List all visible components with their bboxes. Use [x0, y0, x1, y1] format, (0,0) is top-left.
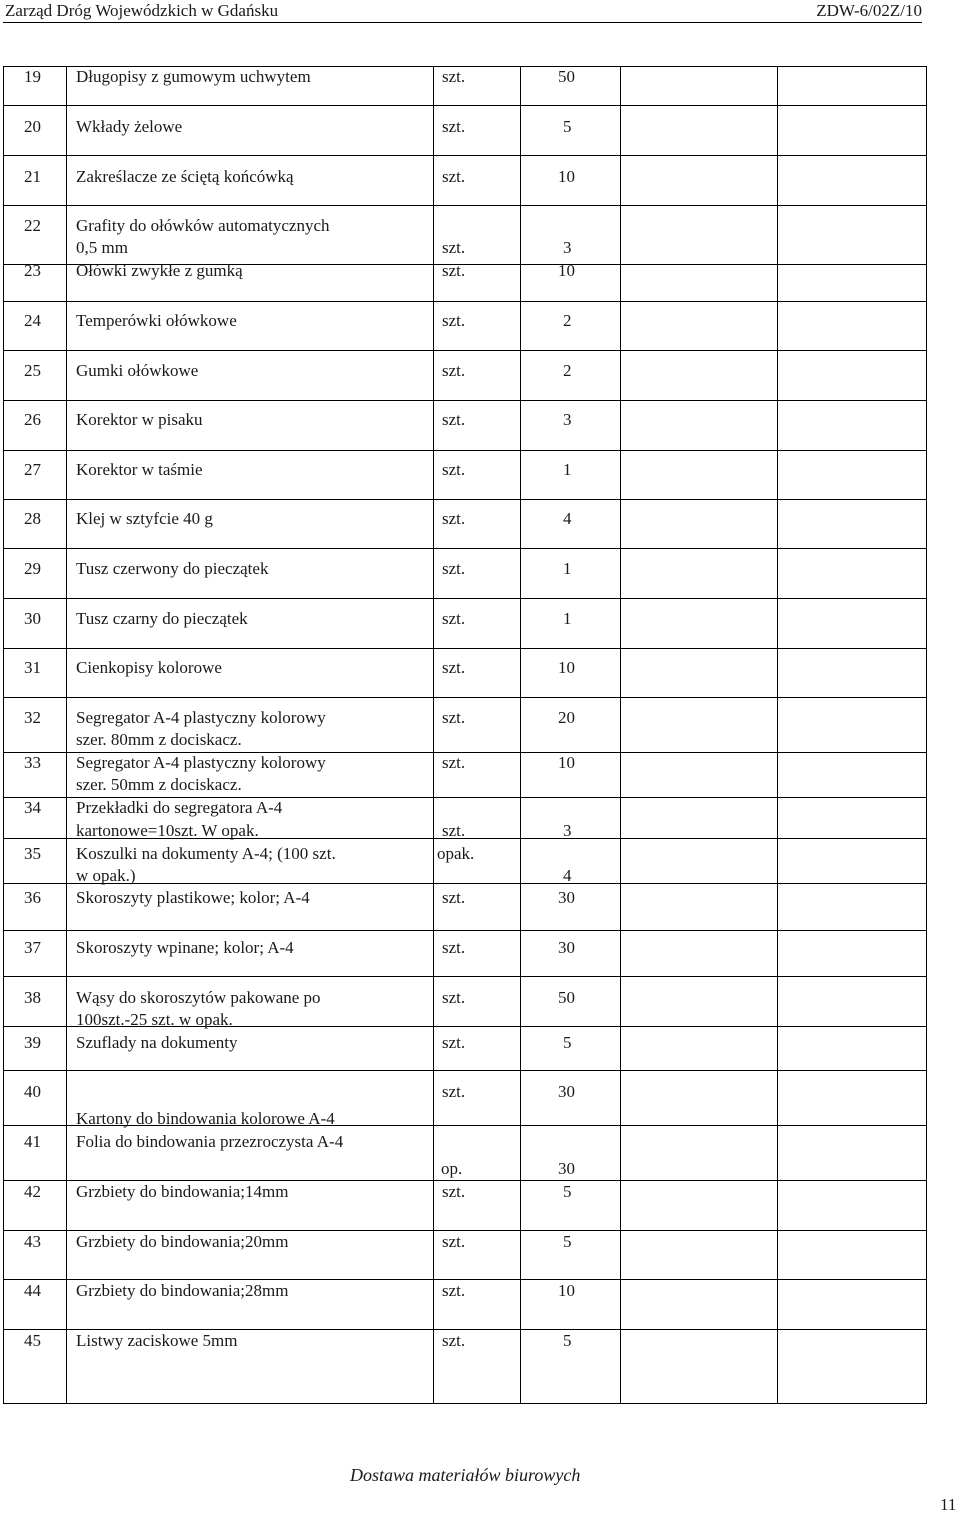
row-number: 33	[24, 753, 41, 772]
item-quantity: 3	[563, 410, 572, 429]
row-number: 45	[24, 1331, 41, 1350]
item-name: Segregator A-4 plastyczny kolorowy	[76, 708, 326, 727]
row-number: 29	[24, 559, 41, 578]
item-unit: szt.	[442, 361, 466, 380]
table-column-rule	[926, 66, 927, 1404]
item-name: Kartony do bindowania kolorowe A-4	[76, 1109, 335, 1128]
item-unit: szt.	[442, 410, 466, 429]
item-quantity: 4	[563, 866, 572, 885]
row-number: 41	[24, 1132, 41, 1151]
item-unit: szt.	[442, 1033, 466, 1052]
item-quantity: 50	[558, 67, 575, 86]
item-name: Grzbiety do bindowania;20mm	[76, 1232, 289, 1251]
item-unit: szt.	[442, 888, 466, 907]
item-name-continued: kartonowe=10szt. W opak.	[76, 821, 259, 840]
row-number: 26	[24, 410, 41, 429]
item-unit: szt.	[442, 460, 466, 479]
table-column-rule	[433, 66, 434, 1404]
item-unit: szt.	[442, 938, 466, 957]
row-number: 21	[24, 167, 41, 186]
row-number: 32	[24, 708, 41, 727]
item-unit: szt.	[442, 609, 466, 628]
table-rule	[3, 883, 927, 884]
table-rule	[3, 930, 927, 931]
item-name-continued: 0,5 mm	[76, 238, 128, 257]
item-name: Tusz czerwony do pieczątek	[76, 559, 269, 578]
item-name-continued: w opak.)	[76, 866, 136, 885]
row-number: 31	[24, 658, 41, 677]
table-column-rule	[520, 66, 521, 1404]
item-unit: szt.	[442, 821, 466, 840]
item-quantity: 4	[563, 509, 572, 528]
table-rule	[3, 697, 927, 698]
item-name: Grzbiety do bindowania;14mm	[76, 1182, 289, 1201]
item-name: Segregator A-4 plastyczny kolorowy	[76, 753, 326, 772]
table-rule	[3, 105, 927, 106]
table-rule	[3, 350, 927, 351]
item-quantity: 30	[558, 938, 575, 957]
item-unit: op.	[441, 1159, 463, 1178]
item-quantity: 20	[558, 708, 575, 727]
item-quantity: 1	[563, 559, 572, 578]
table-column-rule	[66, 66, 67, 1404]
item-quantity: 5	[563, 117, 572, 136]
item-quantity: 3	[563, 821, 572, 840]
table-rule	[3, 1403, 927, 1404]
item-quantity: 10	[558, 167, 575, 186]
item-quantity: 1	[563, 460, 572, 479]
item-unit: szt.	[442, 261, 466, 280]
table-rule	[3, 1070, 927, 1071]
item-quantity: 50	[558, 988, 575, 1007]
row-number: 25	[24, 361, 41, 380]
item-quantity: 2	[563, 311, 572, 330]
item-name: Grafity do ołówków automatycznych	[76, 216, 330, 235]
item-name: Korektor w pisaku	[76, 410, 203, 429]
item-quantity: 5	[563, 1232, 572, 1251]
item-quantity: 2	[563, 361, 572, 380]
item-unit: szt.	[442, 509, 466, 528]
item-unit: szt.	[442, 1082, 466, 1101]
footer-title: Dostawa materiałów biurowych	[350, 1465, 581, 1485]
item-unit: szt.	[442, 67, 466, 86]
item-quantity: 30	[558, 1159, 575, 1178]
item-unit: szt.	[442, 1232, 466, 1251]
item-unit: szt.	[442, 988, 466, 1007]
table-rule	[3, 499, 927, 500]
table-rule	[3, 301, 927, 302]
item-unit: szt.	[442, 1182, 466, 1201]
page-number: 11	[940, 1495, 957, 1514]
row-number: 28	[24, 509, 41, 528]
item-unit: szt.	[442, 658, 466, 677]
item-unit: szt.	[442, 1331, 466, 1350]
item-name: Temperówki ołówkowe	[76, 311, 237, 330]
item-quantity: 3	[563, 238, 572, 257]
table-column-rule	[620, 66, 621, 1404]
row-number: 34	[24, 798, 41, 817]
item-unit: szt.	[442, 117, 466, 136]
row-number: 44	[24, 1281, 41, 1300]
item-name: Długopisy z gumowym uchwytem	[76, 67, 311, 86]
table-rule	[3, 205, 927, 206]
item-quantity: 10	[558, 753, 575, 772]
row-number: 30	[24, 609, 41, 628]
table-rule	[3, 450, 927, 451]
item-quantity: 5	[563, 1331, 572, 1350]
table-column-rule	[777, 66, 778, 1404]
row-number: 37	[24, 938, 41, 957]
item-quantity: 10	[558, 1281, 575, 1300]
item-quantity: 5	[563, 1033, 572, 1052]
item-name: Korektor w taśmie	[76, 460, 203, 479]
item-quantity: 10	[558, 261, 575, 280]
item-unit: szt.	[442, 708, 466, 727]
item-name: Wąsy do skoroszytów pakowane po	[76, 988, 321, 1007]
item-name: Gumki ołówkowe	[76, 361, 199, 380]
item-name: Folia do bindowania przezroczysta A-4	[76, 1132, 344, 1151]
row-number: 36	[24, 888, 41, 907]
row-number: 40	[24, 1082, 41, 1101]
item-name: Szuflady na dokumenty	[76, 1033, 238, 1052]
item-quantity: 1	[563, 609, 572, 628]
item-name: Zakreślacze ze ściętą końcówką	[76, 167, 294, 186]
header-organization: Zarząd Dróg Wojewódzkich w Gdańsku	[5, 1, 279, 20]
item-name: Koszulki na dokumenty A-4; (100 szt.	[76, 844, 336, 863]
item-quantity: 10	[558, 658, 575, 677]
header-document-number: ZDW-6/02Z/10	[816, 1, 922, 20]
item-name: Skoroszyty wpinane; kolor; A-4	[76, 938, 294, 957]
item-name-continued: 100szt.-25 szt. w opak.	[76, 1010, 233, 1029]
item-unit: szt.	[442, 753, 466, 772]
row-number: 42	[24, 1182, 41, 1201]
table-rule	[3, 548, 927, 549]
item-quantity: 30	[558, 888, 575, 907]
item-unit: opak.	[437, 844, 475, 863]
row-number: 43	[24, 1232, 41, 1251]
item-name-continued: szer. 80mm z dociskacz.	[76, 730, 242, 749]
row-number: 35	[24, 844, 41, 863]
item-name: Wkłady żelowe	[76, 117, 183, 136]
table-rule	[3, 155, 927, 156]
table-rule	[3, 400, 927, 401]
item-unit: szt.	[442, 167, 466, 186]
row-number: 27	[24, 460, 41, 479]
table-rule	[3, 976, 927, 977]
table-column-rule	[3, 66, 4, 1404]
item-name: Tusz czarny do pieczątek	[76, 609, 248, 628]
item-name: Listwy zaciskowe 5mm	[76, 1331, 238, 1350]
table-rule	[3, 648, 927, 649]
item-name: Klej w sztyfcie 40 g	[76, 509, 213, 528]
item-quantity: 5	[563, 1182, 572, 1201]
row-number: 39	[24, 1033, 41, 1052]
item-name: Ołówki zwykłe z gumką	[76, 261, 243, 280]
row-number: 23	[24, 261, 41, 280]
item-name-continued: szer. 50mm z dociskacz.	[76, 775, 242, 794]
item-name: Cienkopisy kolorowe	[76, 658, 222, 677]
row-number: 24	[24, 311, 41, 330]
item-unit: szt.	[442, 238, 466, 257]
item-name: Skoroszyty plastikowe; kolor; A-4	[76, 888, 310, 907]
item-unit: szt.	[442, 311, 466, 330]
item-quantity: 30	[558, 1082, 575, 1101]
item-unit: szt.	[442, 559, 466, 578]
row-number: 20	[24, 117, 41, 136]
row-number: 22	[24, 216, 41, 235]
item-name: Grzbiety do bindowania;28mm	[76, 1281, 289, 1300]
item-name: Przekładki do segregatora A-4	[76, 798, 283, 817]
row-number: 38	[24, 988, 41, 1007]
item-unit: szt.	[442, 1281, 466, 1300]
table-rule	[3, 598, 927, 599]
row-number: 19	[24, 67, 41, 86]
